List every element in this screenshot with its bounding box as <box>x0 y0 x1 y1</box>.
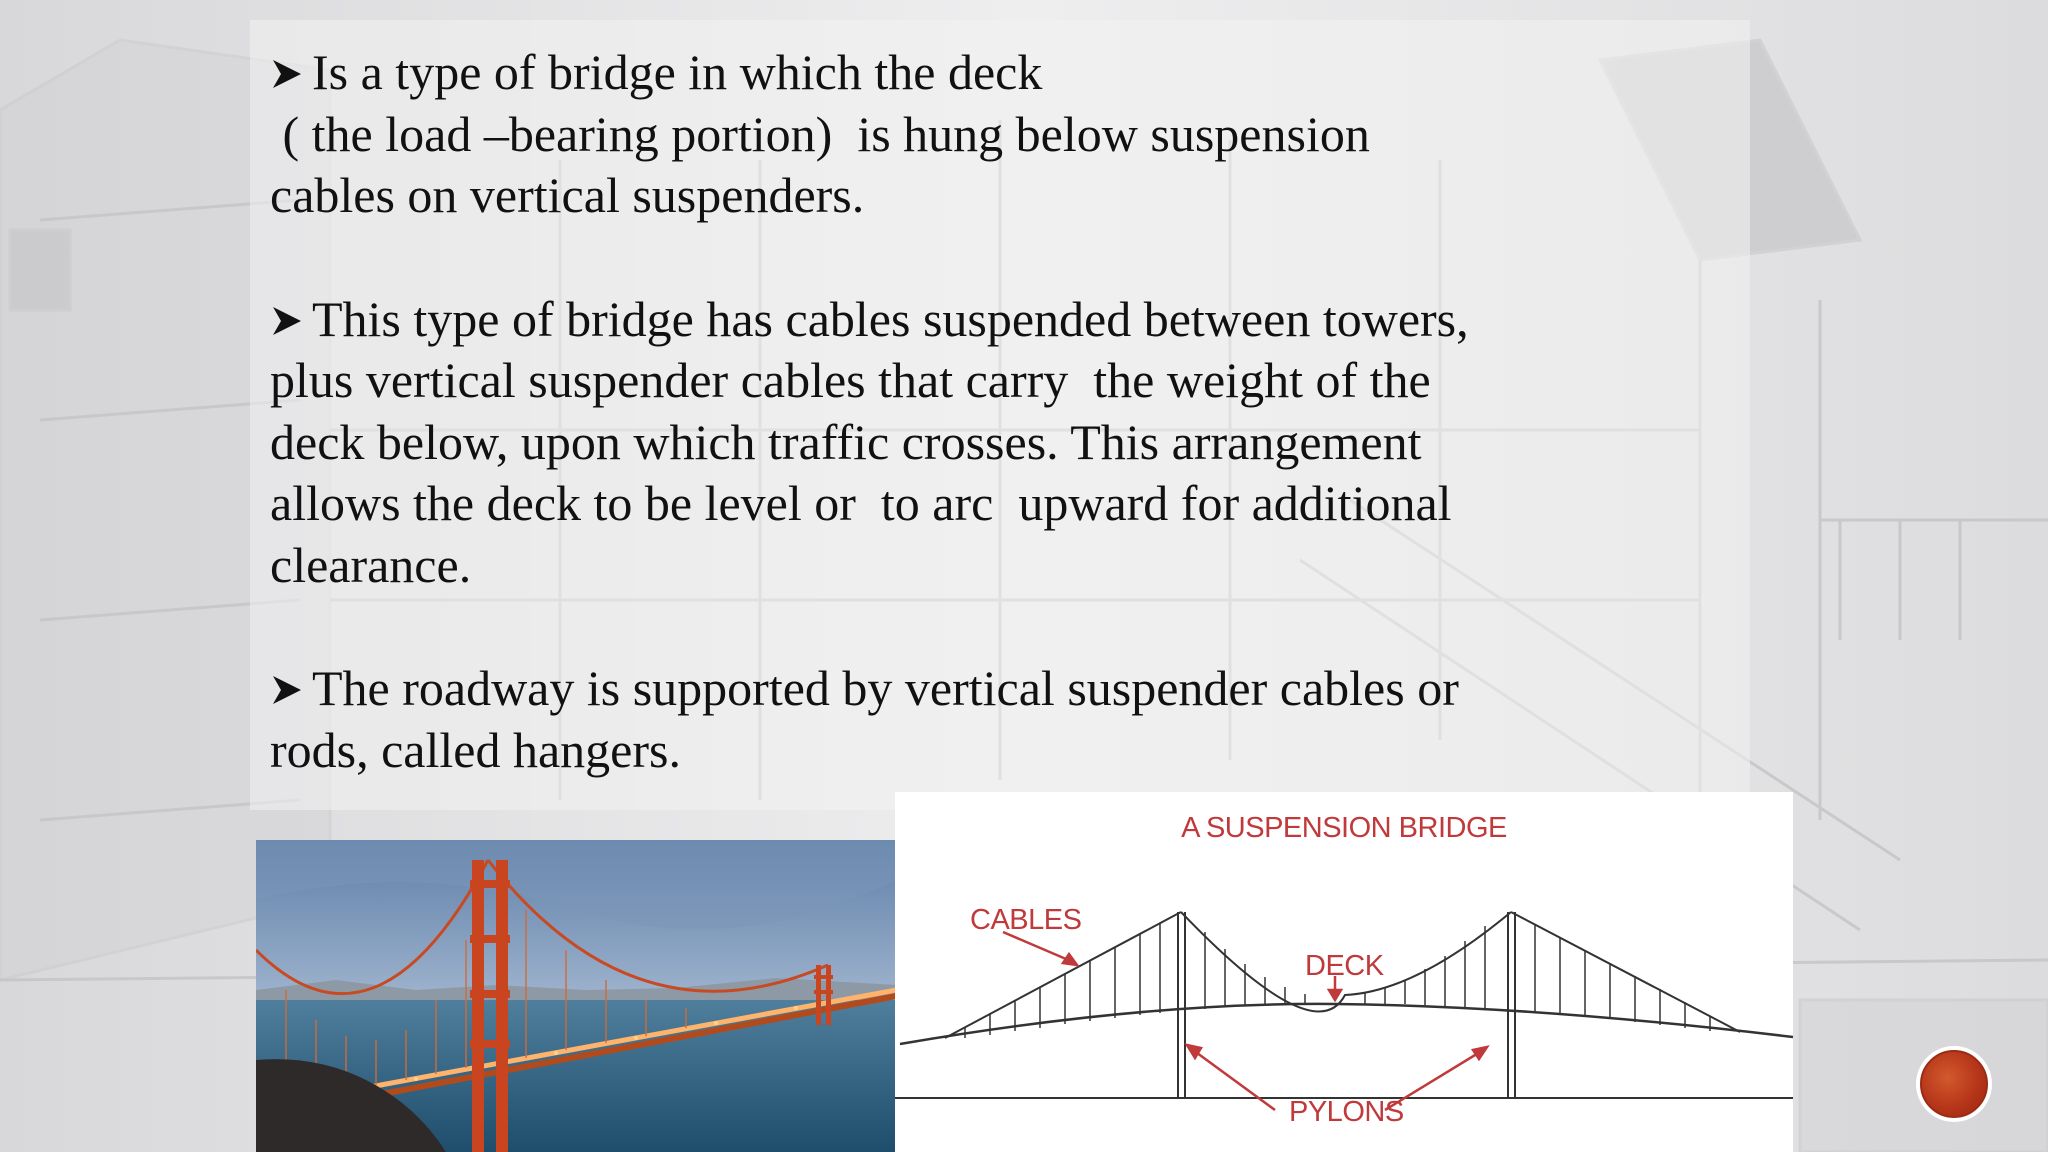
slide-nav-circle-icon <box>1920 1050 1988 1118</box>
text-line: rods, called hangers. <box>270 721 681 778</box>
text-line: deck below, upon which traffic crosses. This arrangement <box>270 413 1422 470</box>
suspension-bridge-diagram <box>895 792 1793 1152</box>
text-line: allows the deck to be level or to arc upward for additional <box>270 475 1452 531</box>
text-line: This type of bridge has cables suspended between towers, <box>270 289 1710 351</box>
text-line: cables on vertical suspenders. <box>270 167 865 223</box>
text-line: Is a type of bridge in which the deck <box>270 42 1710 104</box>
bullet-paragraph-3 <box>270 658 1710 781</box>
golden-gate-bridge-photo <box>256 840 896 1152</box>
pylons-label: PYLONS <box>1289 1096 1404 1128</box>
slide-body-text <box>270 42 1710 843</box>
text-line: The roadway is supported by vertical suspender cables or <box>270 658 1710 720</box>
arrowhead-bullet-icon <box>270 658 312 720</box>
arrowhead-bullet-icon <box>270 289 312 351</box>
deck-label: DECK <box>1305 950 1384 982</box>
text-line: plus vertical suspender cables that carry the weight of the <box>270 352 1431 408</box>
bullet-paragraph-2 <box>270 289 1710 597</box>
cables-label: CABLES <box>970 904 1082 936</box>
text-line: clearance. <box>270 536 472 593</box>
diagram-title: A SUSPENSION BRIDGE <box>1181 812 1507 844</box>
slide-nav-button[interactable] <box>1916 1046 1992 1122</box>
text-line: ( the load –bearing portion) is hung below suspension <box>270 105 1370 162</box>
arrowhead-bullet-icon <box>270 42 312 104</box>
bridge-photo-illustration <box>256 840 896 1152</box>
bullet-paragraph-1 <box>270 42 1710 227</box>
